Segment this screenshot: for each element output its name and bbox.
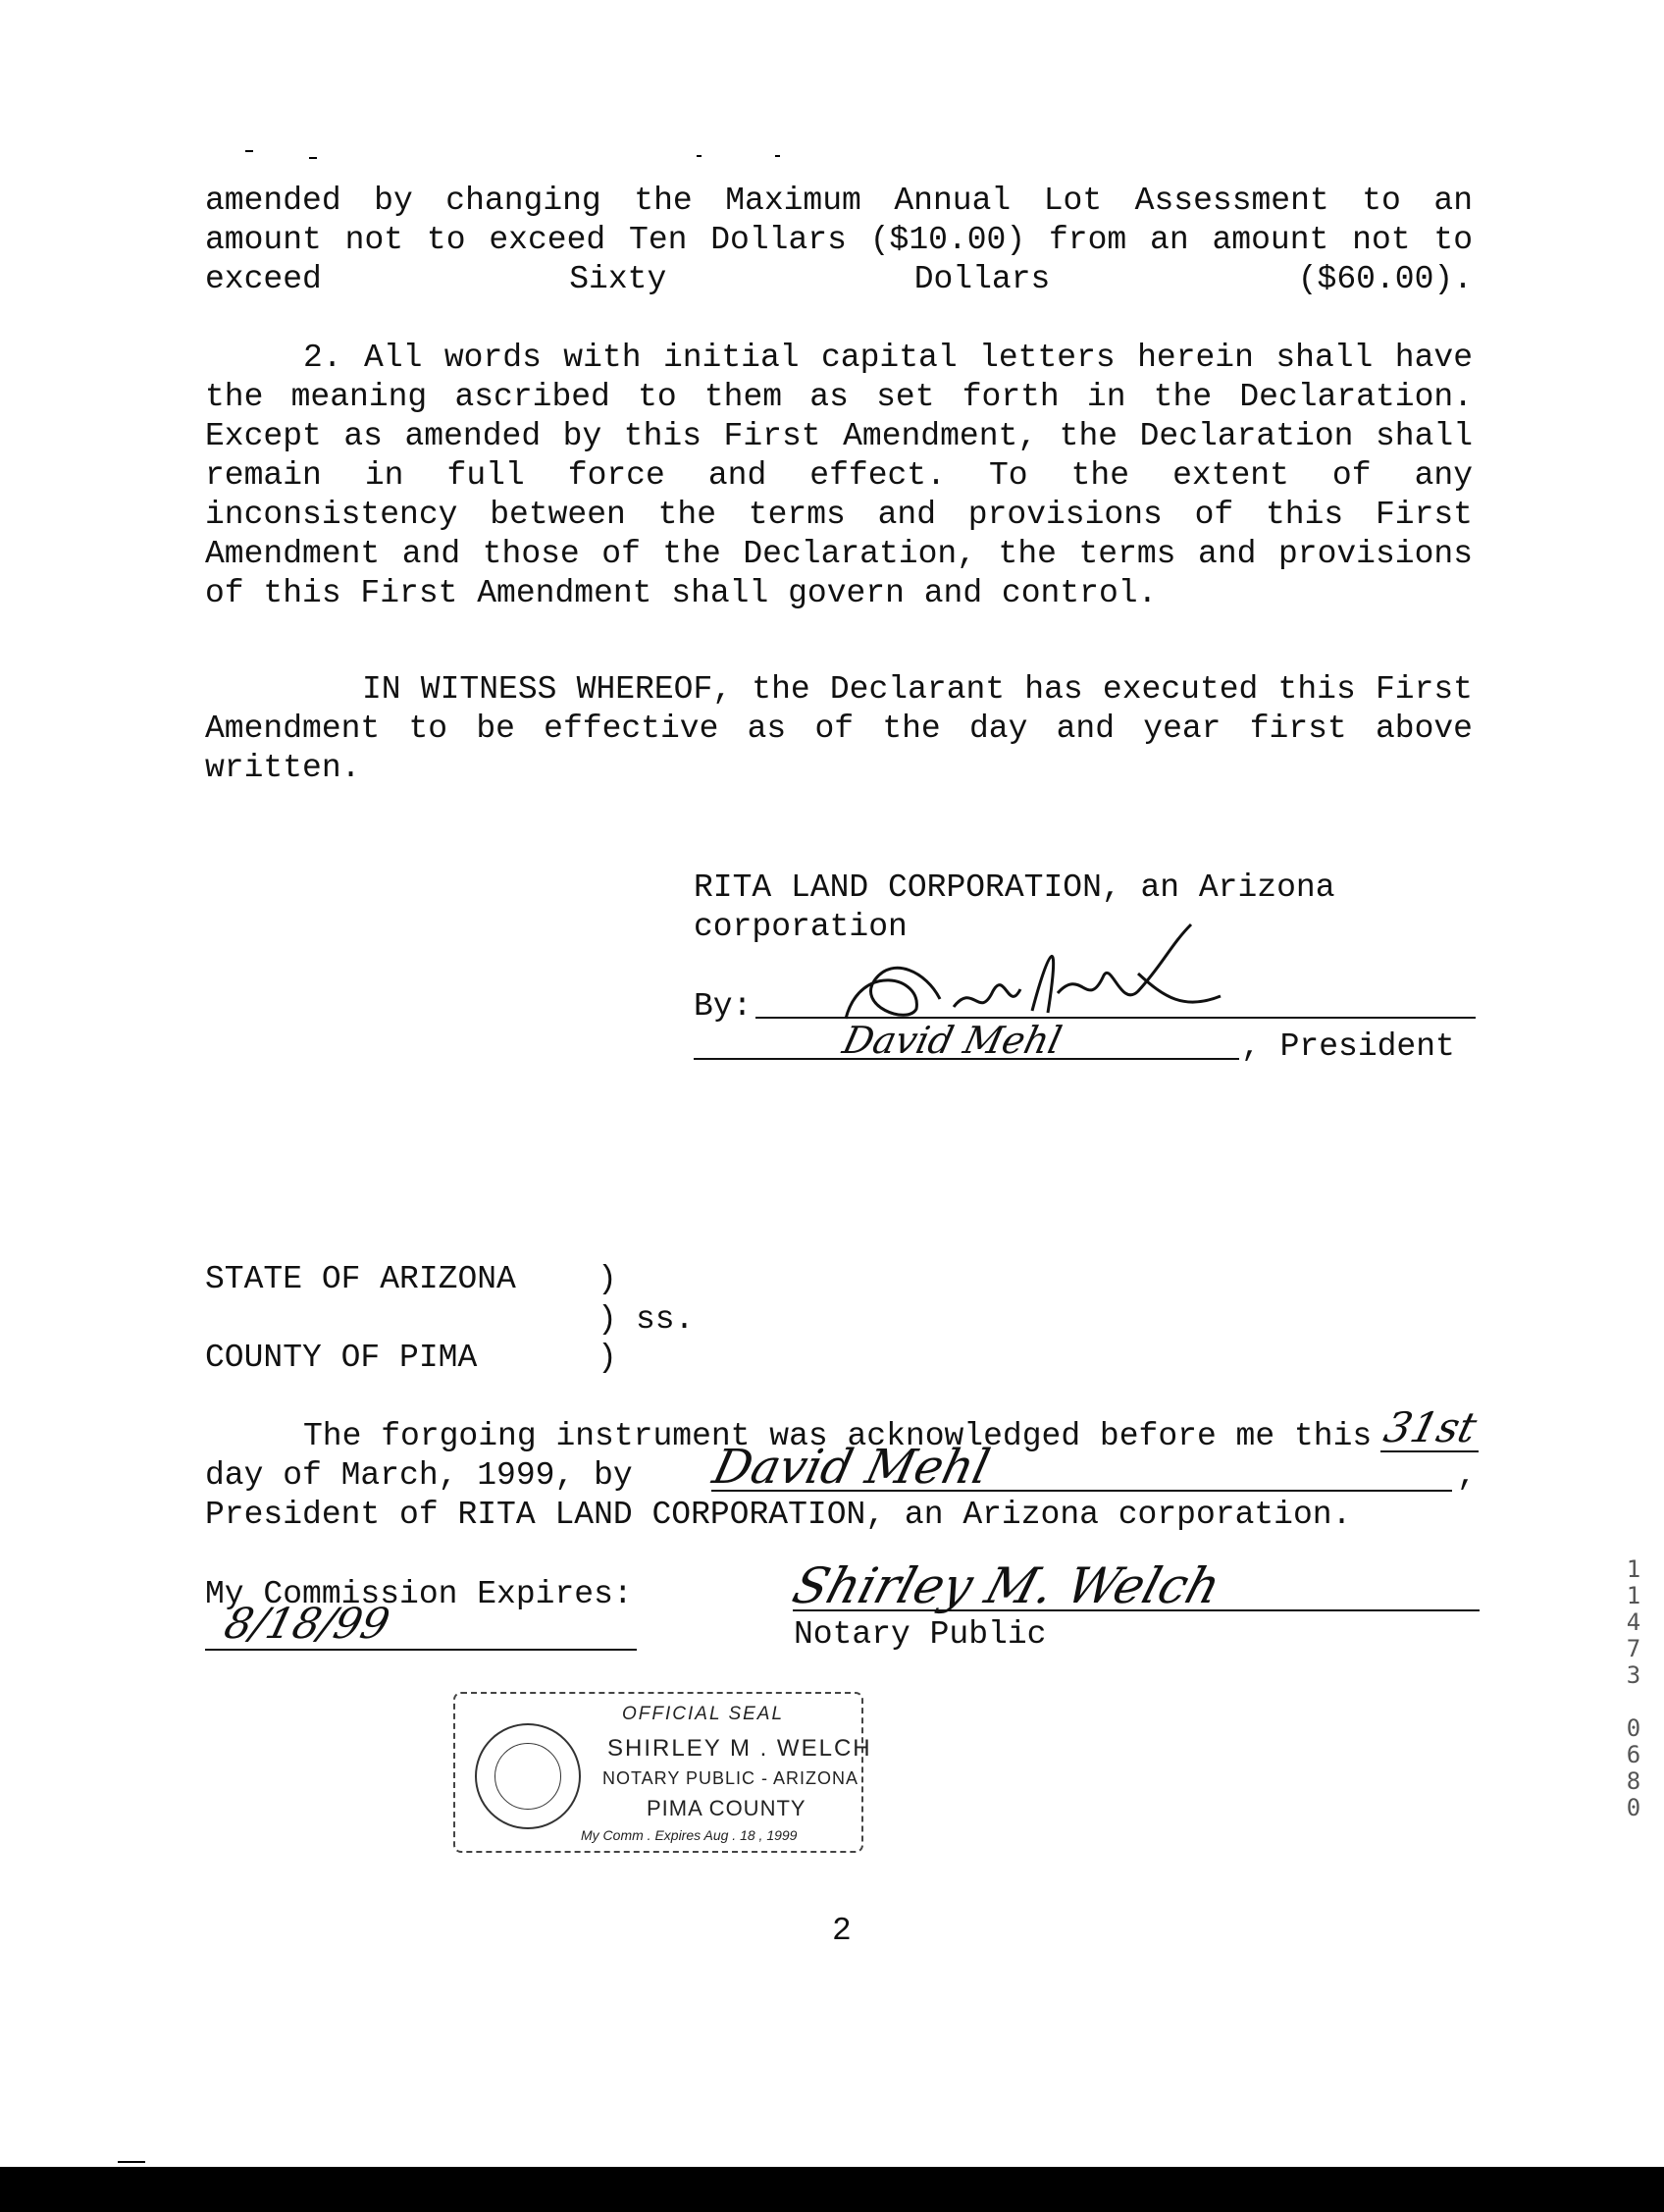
handwritten-signature-drawing	[826, 922, 1248, 1030]
page-number: 2	[832, 1913, 852, 1949]
scan-mark-top-middle-1	[697, 155, 702, 157]
handwritten-notary-signature: Shirley M. Welch	[786, 1557, 1227, 1614]
scan-mark-top-middle-2	[775, 155, 780, 157]
handwritten-signature	[826, 922, 1248, 1030]
notary-public-label: Notary Public	[794, 1616, 1047, 1653]
corporation-type-line: corporation	[694, 909, 908, 945]
seal-title: OFFICIAL SEAL	[622, 1704, 785, 1724]
state-seal-inner-ring	[494, 1743, 561, 1810]
corporation-name-line: RITA LAND CORPORATION, an Arizona	[694, 869, 1335, 906]
handwritten-day: 31st	[1378, 1403, 1482, 1451]
county-label: COUNTY OF PIMA	[205, 1340, 478, 1376]
numbered-paragraph-2: 2. All words with initial capital letters herein shall have the meaning ascribed to them as set forth in the Declaration. Except as amended by this First Amendment, the Declaration shall remain in full force and effect. To the extent of any inconsistency between the terms and provisions of this First Amendment and those of the Declaration, the terms and provisions of this First Amendment shall govern and control.	[205, 340, 1473, 611]
state-seal-circle	[475, 1723, 581, 1829]
amendment-paragraph-continuation: amended by changing the Maximum Annual Lot Assessment to an amount not to exceed Ten Dollars ($10.00) from an amount not to exceed Sixty Dollars ($60.00).	[205, 183, 1473, 297]
scan-mark-top-left-1	[245, 150, 253, 152]
side-margin-marks: 1 1 4 7 3 0 6 8 0	[1626, 1555, 1641, 1821]
by-label: By:	[694, 988, 753, 1025]
seal-county: PIMA COUNTY	[647, 1796, 806, 1820]
commission-expires-label: My Commission Expires:	[205, 1576, 633, 1612]
seal-notary-public-label: NOTARY PUBLIC - ARIZONA	[602, 1768, 859, 1788]
county-paren: )	[598, 1340, 617, 1376]
ss-label: ss.	[636, 1301, 695, 1338]
acknowledgment-comma: ,	[1457, 1457, 1477, 1494]
official-notary-seal	[453, 1692, 872, 1853]
scan-mark-top-left-2	[309, 157, 317, 159]
scan-bottom-bar	[0, 2167, 1664, 2212]
commission-date-line	[205, 1649, 637, 1651]
seal-expiration: My Comm . Expires Aug . 18 , 1999	[581, 1827, 798, 1843]
state-paren: )	[598, 1261, 617, 1297]
acknowledgment-line-3: President of RITA LAND CORPORATION, an Arizona corporation.	[205, 1497, 1352, 1533]
handwritten-printed-name: David Mehl	[838, 1019, 1066, 1062]
seal-notary-name: SHIRLEY M . WELCH	[607, 1735, 872, 1762]
scan-mark-bottom-left	[118, 2161, 145, 2163]
handwritten-commission-date: 8/18/99	[219, 1600, 394, 1649]
witness-paragraph: IN WITNESS WHEREOF, the Declarant has executed this First Amendment to be effective as of the day and year first above written.	[205, 671, 1473, 786]
ss-paren: )	[598, 1301, 617, 1338]
state-label: STATE OF ARIZONA	[205, 1261, 516, 1297]
handwritten-acknowledged-name: David Mehl	[707, 1440, 995, 1495]
president-title: , President	[1241, 1028, 1455, 1065]
acknowledgment-line-1: The forgoing instrument was acknowledged before me this	[303, 1418, 1373, 1454]
acknowledgment-line-2: day of March, 1999, by	[205, 1457, 633, 1494]
